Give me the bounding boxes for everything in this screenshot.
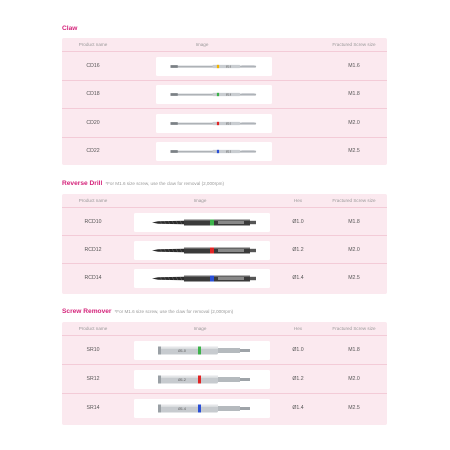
product-image xyxy=(134,241,270,260)
fractured-screw-size-cell: M2.5 xyxy=(348,274,360,281)
hex-cell: Ø1.0 xyxy=(292,347,304,353)
claw-tool-illustration xyxy=(156,142,272,161)
tool-marking: Ø1.0 xyxy=(178,348,186,353)
table-row xyxy=(62,80,387,109)
tool-marking: Ø1.2 xyxy=(178,377,186,382)
table-row xyxy=(62,108,387,137)
fractured-screw-size-cell: M1.8 xyxy=(348,218,360,225)
table-row xyxy=(62,207,387,235)
product-image xyxy=(156,57,272,76)
fractured-screw-size-cell: M2.5 xyxy=(348,405,360,411)
section-note: *For M1.6 size screw, use the claw for removal (2,000rpm) xyxy=(114,309,234,314)
table-row xyxy=(62,137,387,166)
header-product-name: Product name xyxy=(78,198,108,203)
product-image xyxy=(134,213,270,232)
header-fractured-screw-size: Fractured Screw size xyxy=(332,198,376,203)
tool-marking: Ø1.4 xyxy=(178,406,186,411)
hex-cell: Ø1.2 xyxy=(292,246,304,253)
header-fractured-screw-size: Fractured Screw size xyxy=(332,42,376,47)
fractured-screw-size-cell: M1.8 xyxy=(348,347,360,353)
screw-remover-illustration xyxy=(134,370,270,389)
header-hex: Hex xyxy=(293,326,303,331)
product-image xyxy=(134,370,270,389)
header-fractured-screw-size: Fractured Screw size xyxy=(332,326,376,331)
header-hex: Hex xyxy=(293,198,303,203)
tool-marking: Ø1.6 xyxy=(225,65,232,69)
table-header xyxy=(62,38,387,51)
table-row xyxy=(62,364,387,393)
table-row xyxy=(62,263,387,291)
section-title-claw xyxy=(62,25,77,32)
fractured-screw-size-cell: M2.0 xyxy=(348,119,360,126)
tool-marking: Ø2.5 xyxy=(225,150,232,154)
product-name-cell: CD22 xyxy=(86,148,100,155)
hex-cell: Ø1.4 xyxy=(292,405,304,411)
fractured-screw-size-cell: M2.0 xyxy=(348,376,360,382)
claw-table xyxy=(62,38,387,165)
reverse-drill-illustration xyxy=(134,241,270,260)
screw-remover-illustration xyxy=(134,399,270,418)
screw-remover-illustration xyxy=(134,341,270,360)
table-row xyxy=(62,51,387,80)
header-image: Image xyxy=(195,42,209,47)
table-header xyxy=(62,322,387,335)
table-row xyxy=(62,235,387,263)
product-image xyxy=(134,341,270,360)
table-row xyxy=(62,393,387,422)
product-image xyxy=(156,114,272,133)
product-name-cell: CD16 xyxy=(86,62,100,69)
claw-tool-illustration xyxy=(156,85,272,104)
section-title-reverse-drill xyxy=(62,180,224,187)
reverse-drill-illustration xyxy=(134,213,270,232)
claw-tool-illustration xyxy=(156,57,272,76)
product-name-cell: RCD14 xyxy=(84,274,102,281)
section-title-text: Claw xyxy=(62,25,78,32)
section-title-text: Reverse Drill xyxy=(62,180,103,187)
header-image: Image xyxy=(193,198,207,203)
product-name-cell: SR10 xyxy=(86,347,100,353)
product-name-cell: CD18 xyxy=(86,91,100,98)
product-image xyxy=(134,399,270,418)
hex-cell: Ø1.4 xyxy=(292,274,304,281)
reverse-drill-table xyxy=(62,194,387,294)
fractured-screw-size-cell: M2.5 xyxy=(348,148,360,155)
product-image xyxy=(156,142,272,161)
table-header xyxy=(62,194,387,207)
hex-cell: Ø1.2 xyxy=(292,376,304,382)
product-name-cell: SR12 xyxy=(86,376,100,382)
product-image xyxy=(156,85,272,104)
hex-cell: Ø1.0 xyxy=(292,218,304,225)
section-note: *For M1.6 size screw, use the claw for removal (2,000rpm) xyxy=(105,181,225,186)
fractured-screw-size-cell: M1.6 xyxy=(348,62,360,69)
header-image: Image xyxy=(193,326,207,331)
product-name-cell: RCD10 xyxy=(84,218,102,225)
claw-tool-illustration xyxy=(156,114,272,133)
section-title-text: Screw Remover xyxy=(62,308,112,315)
product-name-cell: CD20 xyxy=(86,119,100,126)
header-product-name: Product name xyxy=(78,42,108,47)
tool-marking: Ø1.8 xyxy=(225,93,232,97)
product-image xyxy=(134,269,270,288)
reverse-drill-illustration xyxy=(134,269,270,288)
product-name-cell: RCD12 xyxy=(84,246,102,253)
header-product-name: Product name xyxy=(78,326,108,331)
product-name-cell: SR14 xyxy=(86,405,100,411)
screw-remover-table xyxy=(62,322,387,425)
fractured-screw-size-cell: M1.8 xyxy=(348,91,360,98)
fractured-screw-size-cell: M2.0 xyxy=(348,246,360,253)
tool-marking: Ø2.0 xyxy=(225,122,232,126)
section-title-screw-remover xyxy=(62,308,233,315)
table-row xyxy=(62,335,387,364)
